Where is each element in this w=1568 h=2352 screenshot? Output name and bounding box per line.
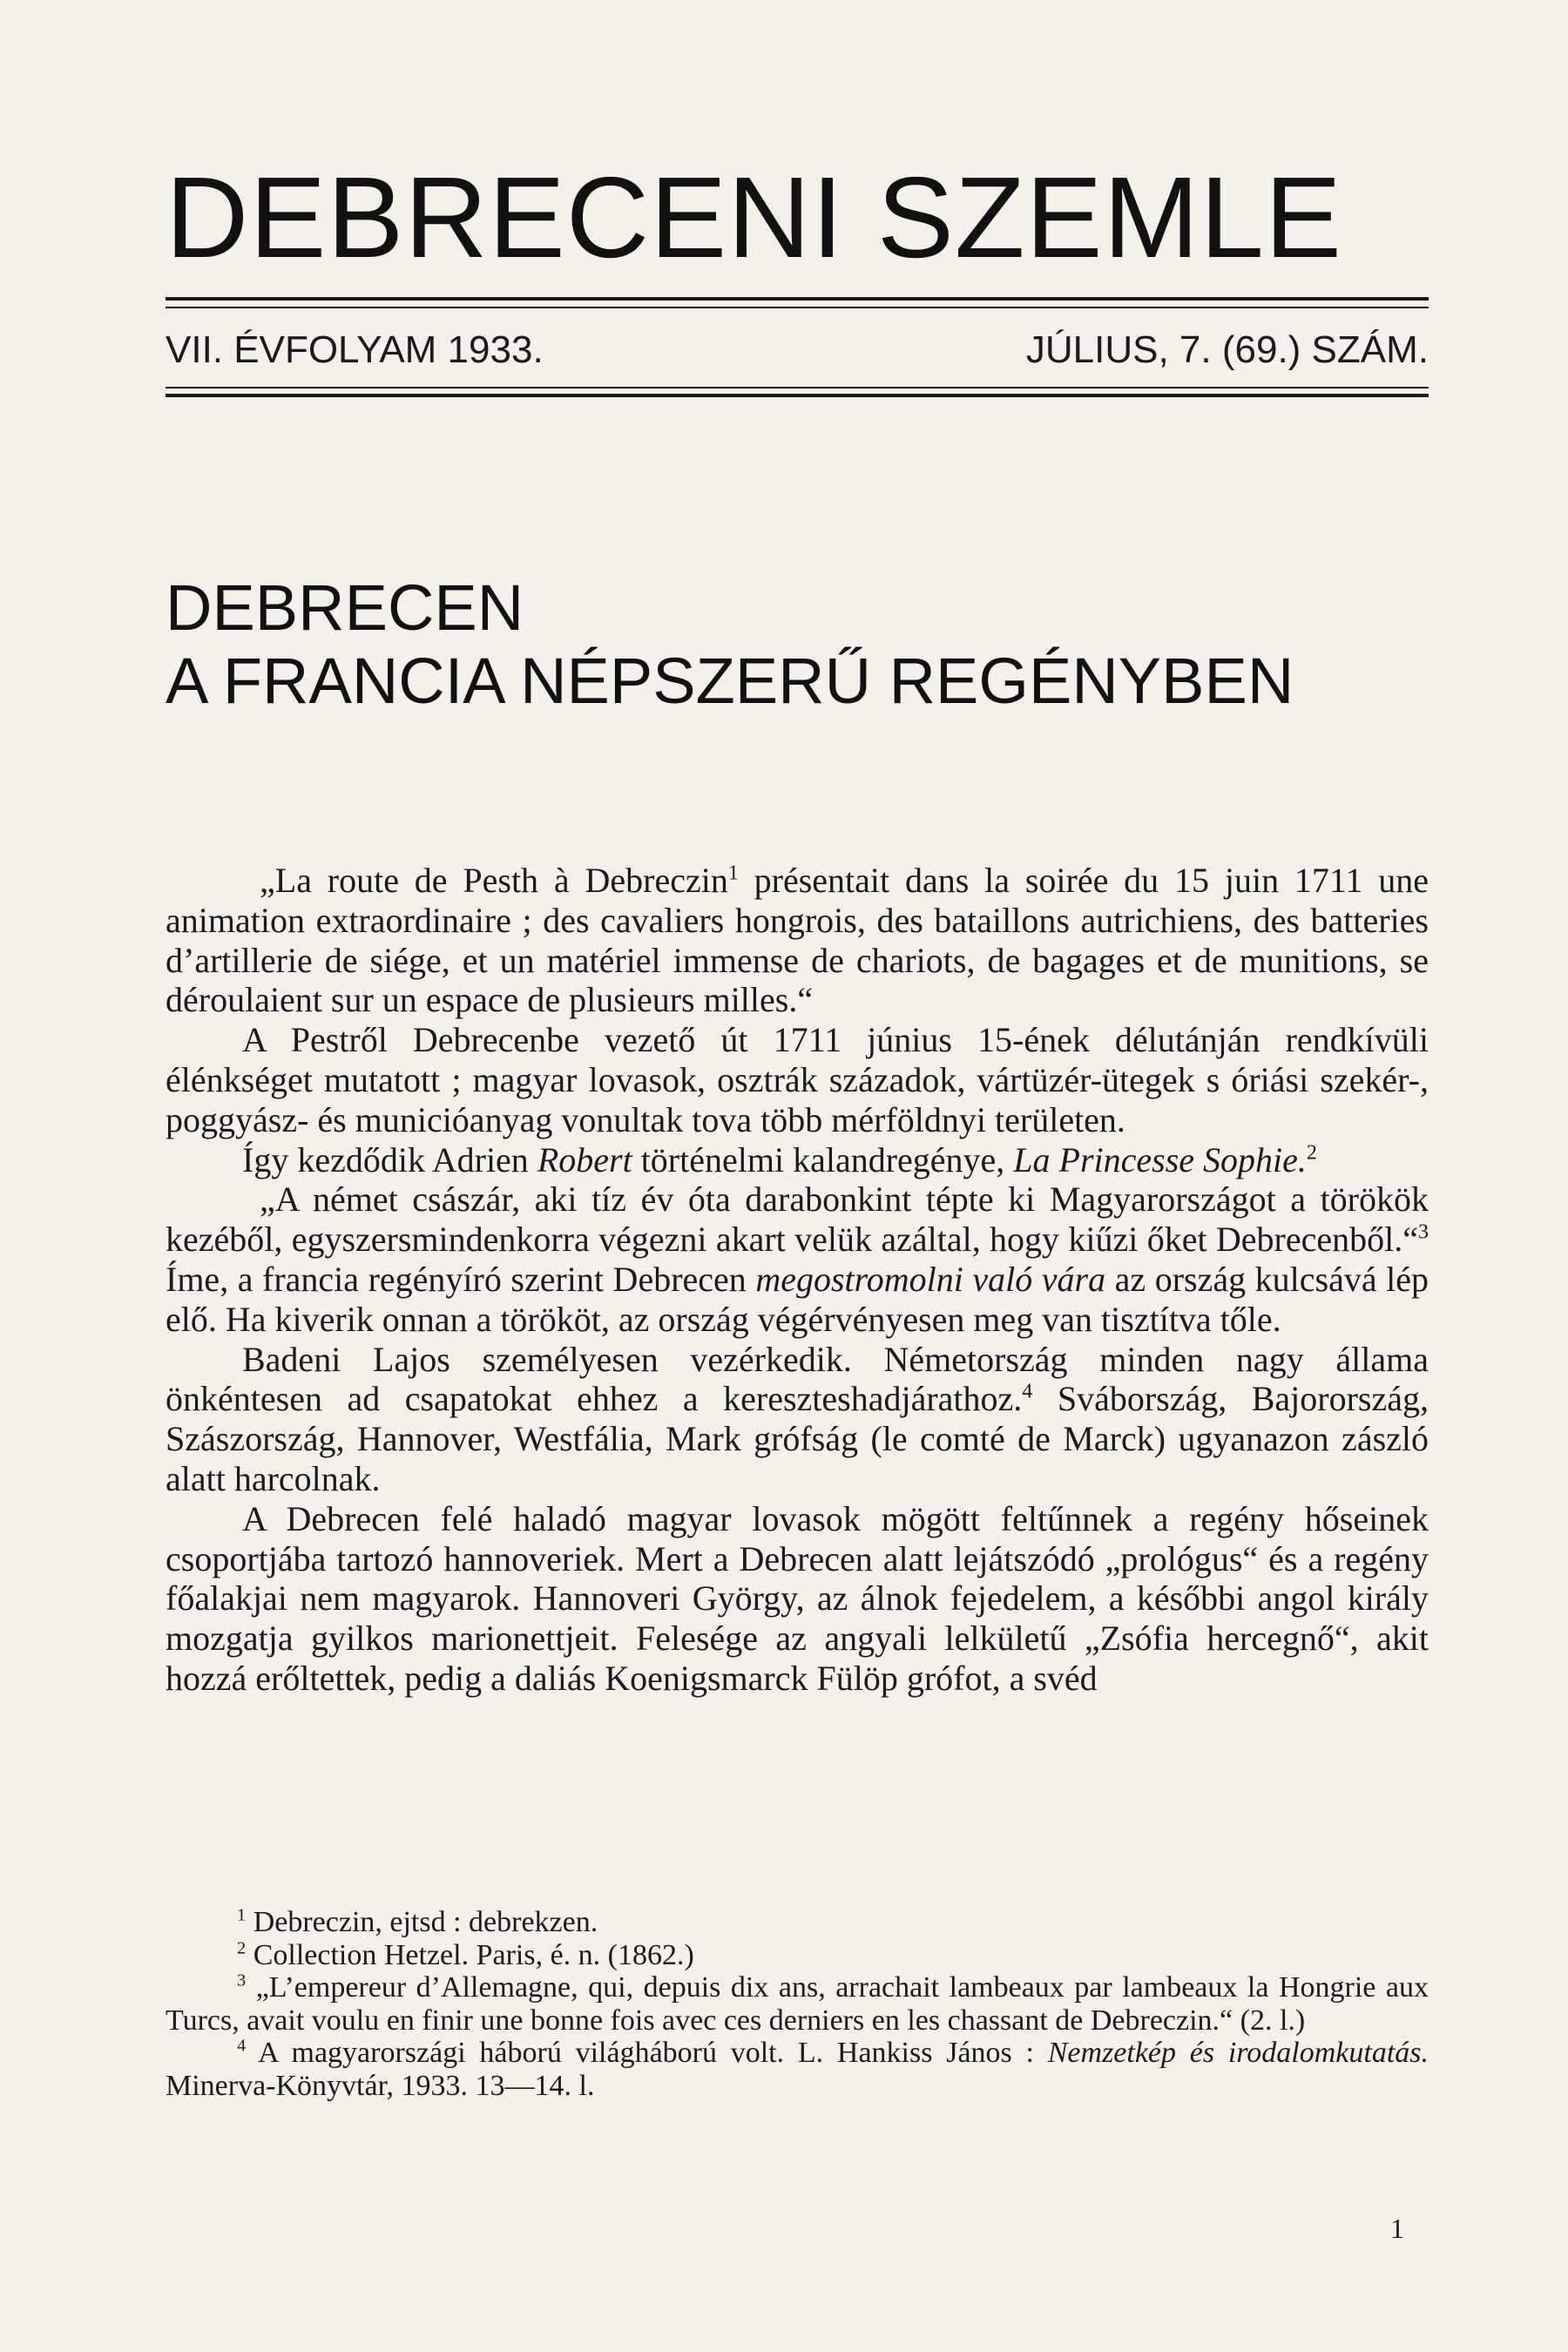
footnote-mark: 3 (237, 1970, 247, 1990)
footnote-3 (166, 1971, 1429, 2037)
text-run: „A német császár, aki tíz év óta darabonkint tépte ki Magyarországot a törökök kezéből, egyszersmindenkorra végezni akart velük azáltal, hogy kiűzi őket Debrecenből.“ (166, 1179, 1429, 1260)
journal-page (166, 0, 1429, 2352)
paragraph-emperor-quote (166, 1179, 1429, 1339)
text-run: A Pestről Debrecenbe vezető út 1711 június 15-ének délutánján rendkívüli élénkséget mutatott ; magyar lovasok, osztrák századok, vártüzér-ütegek s óriási szekér-, poggyász- és municióanyag vonultak tova több mérföldnyi területen. (166, 1020, 1429, 1139)
paragraph-french-quote (166, 861, 1429, 1020)
page-number: 1 (1390, 2213, 1404, 2244)
text-run: Svábország, Bajorország, Szászország, Hannover, Westfália, Mark grófság (le comté de Marck) ugyanazon zászló alatt harcolnak. (166, 1379, 1429, 1498)
text-run: Íme, a francia regényíró szerint Debrecen (166, 1259, 756, 1299)
article-title-line-2: A FRANCIA NÉPSZERŰ REGÉNYBEN (166, 645, 1294, 717)
footnote-text: A magyarországi háború világháború volt. L. Hankiss János : (246, 2037, 1048, 2069)
footnotes (166, 1906, 1429, 2102)
masthead-rule-bottom-thin (166, 387, 1429, 389)
paragraph-badeni (166, 1340, 1429, 1499)
footnote-1 (166, 1906, 1429, 1939)
cited-work-title: Nemzetkép és irodalomkutatás. (1047, 2037, 1429, 2069)
article-title-line-1: DEBRECEN (166, 571, 524, 644)
text-run: az ország kulcsává lép elő. Ha kiverik onnan a törököt, az ország végérvényesen meg van tisztítva tőle. (166, 1259, 1429, 1339)
text-run: „La route de Pesth à Debreczin (260, 861, 728, 900)
author-name: Robert (537, 1139, 632, 1179)
masthead-rule-top-thick (166, 297, 1429, 301)
footnote-ref-1: 1 (727, 862, 739, 885)
text-run: présentait dans la soirée du 15 juin 1711 une animation extraordinaire ; des cavaliers hongrois, des bataillons autrichiens, des batteries d’artillerie de siége, et un matériel immense de chariots, de bagages et de munitions, se déroulaient sur un espace de plusieurs milles.“ (166, 861, 1429, 1020)
article-title (166, 571, 1429, 718)
footnote-ref-4: 4 (1022, 1381, 1033, 1404)
masthead-rule-top-thin (166, 307, 1429, 308)
text-run: Badeni Lajos személyesen vezérkedik. Németország minden nagy állama önkéntesen ad csapatokat ehhez a kereszteshadjárathoz. (166, 1339, 1429, 1419)
footnote-text: Collection Hetzel. Paris, é. n. (1862.) (246, 1938, 694, 1971)
footnote-ref-2: 2 (1306, 1141, 1317, 1165)
masthead-rule-bottom-thick (166, 394, 1429, 397)
footnote-mark: 2 (237, 1938, 247, 1958)
footnote-text: „L’empereur d’Allemagne, qui, depuis dix ans, arrachait lambeaux par lambeaux la Hongrie aux Turcs, avait voulu en finir une bonne fois avec ces derniers en les chassant de Debreczin.“ (2. l.) (166, 1971, 1429, 2037)
volume-year: VII. ÉVFOLYAM 1933. (166, 328, 544, 371)
footnote-mark: 1 (237, 1905, 247, 1925)
issue-line (166, 324, 1429, 376)
footnote-2 (166, 1939, 1429, 1972)
footnote-text: Debreczin, ejtsd : debrekzen. (246, 1906, 598, 1938)
paragraph-novel-intro (166, 1140, 1429, 1180)
footnote-text: Minerva-Könyvtár, 1933. 13—14. l. (166, 2069, 595, 2102)
footnote-ref-3: 3 (1418, 1220, 1429, 1244)
text-run: Így kezdődik Adrien (242, 1139, 537, 1179)
journal-title: DEBRECENI SZEMLE (166, 153, 1342, 281)
italic-phrase: megostromolni való vára (755, 1259, 1106, 1299)
novel-title: La Princesse Sophie. (1013, 1139, 1307, 1179)
paragraph-hungarian-translation (166, 1020, 1429, 1139)
article-body (166, 861, 1429, 1699)
text-run: történelmi kalandregénye, (632, 1139, 1014, 1179)
issue-number: JÚLIUS, 7. (69.) SZÁM. (1025, 328, 1429, 371)
footnote-mark: 4 (237, 2036, 247, 2056)
paragraph-hanoverians (166, 1499, 1429, 1699)
footnote-4 (166, 2037, 1429, 2102)
text-run: A Debrecen felé haladó magyar lovasok mögött feltűnnek a regény hőseinek csoportjába tartozó hannoveriek. Mert a Debrecen alatt lejátszódó „prológus“ és a regény főalakjai nem magyarok. Hannoveri György, az álnok fejedelem, a későbbi angol király mozgatja gyilkos marionettjeit. Felesége az angyali lelkületű „Zsófia hercegnő“, akit hozzá erőltettek, pedig a daliás Koenigsmarck Fülöp grófot, a svéd (166, 1498, 1429, 1698)
